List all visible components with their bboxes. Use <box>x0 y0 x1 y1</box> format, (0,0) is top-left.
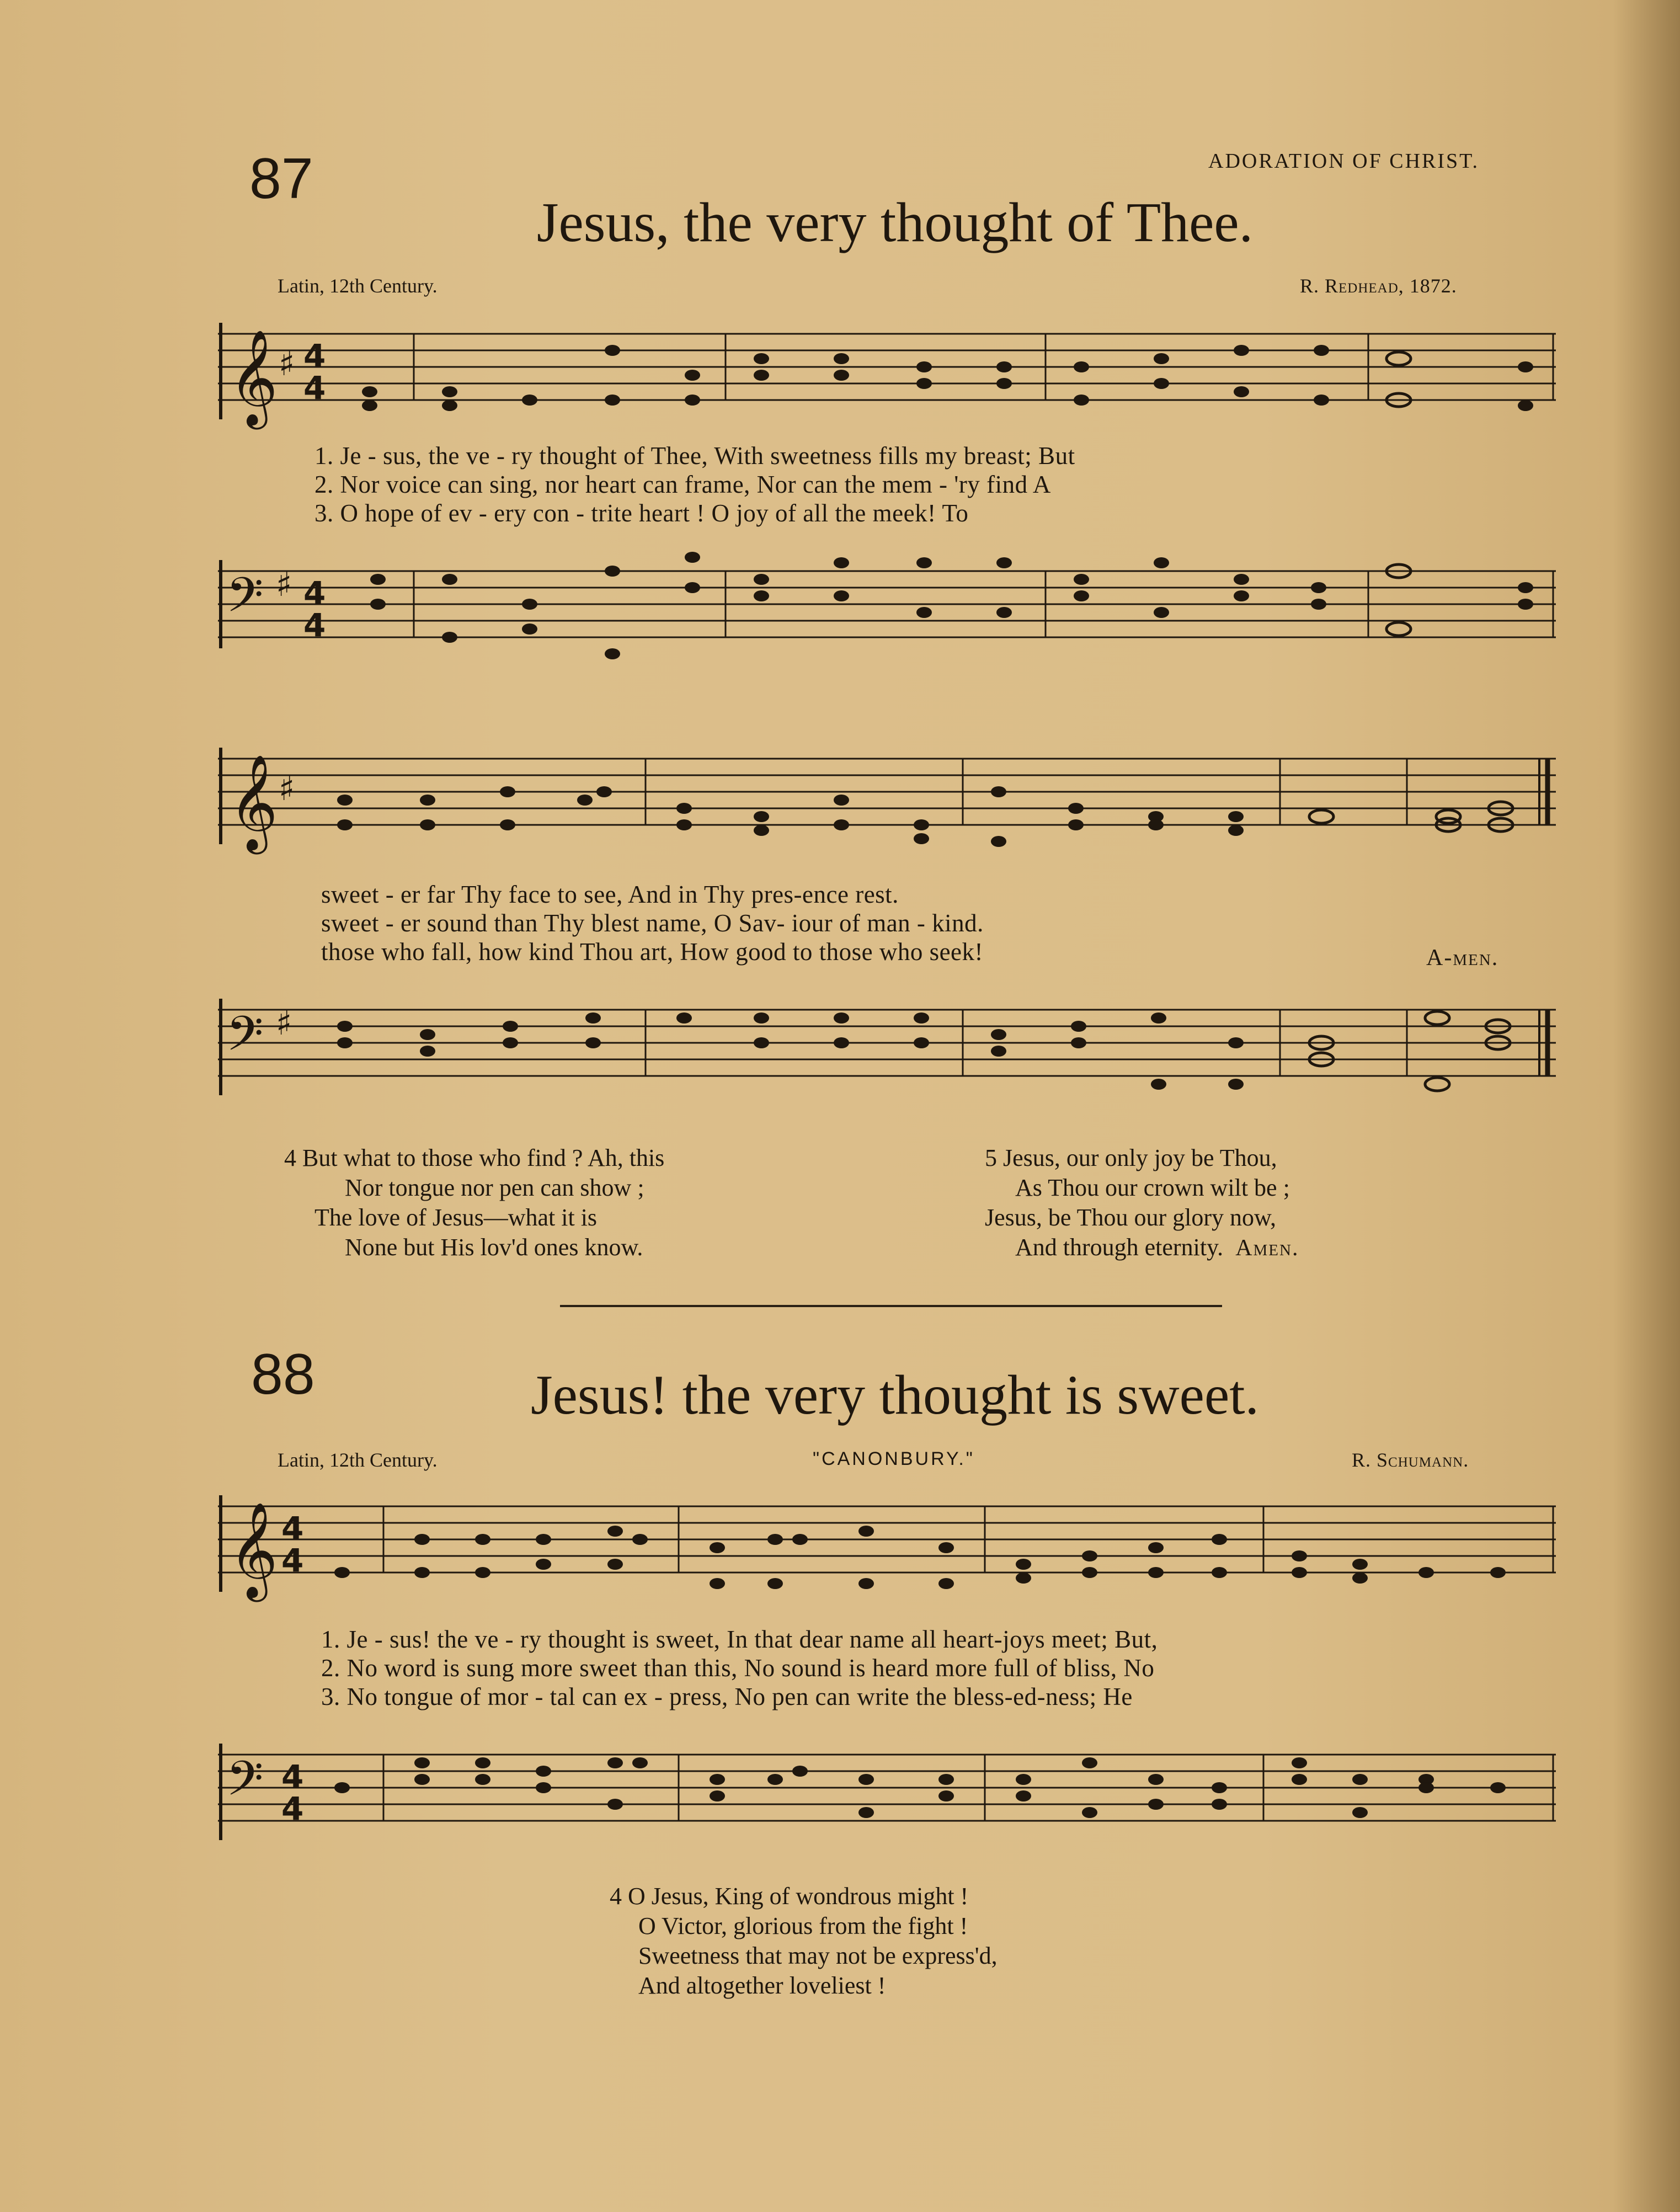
music-credit-text: R. Redhead, 1872. <box>1300 275 1457 297</box>
svg-text:4: 4 <box>281 1542 304 1579</box>
hymn-88-verse-4-line-4: And altogether loveliest ! <box>638 1972 886 1999</box>
hymn-88-tune-name: "CANONBURY." <box>813 1448 975 1469</box>
hymn-87-verse-1-line-2: sweet - er far Thy face to see, And in Thy pres-ence rest. <box>321 881 899 908</box>
svg-text:♯: ♯ <box>276 566 292 604</box>
hymn-87-amen: A-men. <box>1426 945 1499 971</box>
verse-5-line-4 <box>985 1233 1299 1263</box>
hymn-88-verse-3: 3. No tongue of mor - tal can ex - press, No pen can write the bless-ed-ness; He <box>321 1683 1133 1710</box>
svg-text:♯: ♯ <box>276 1004 292 1043</box>
hymn-88-verse-4 <box>610 1881 998 2001</box>
hymn-87-system-2-treble-staff <box>218 748 1556 875</box>
svg-text:4: 4 <box>281 1790 304 1827</box>
hymn-88-verse-4-line-3: Sweetness that may not be express'd, <box>638 1942 998 1969</box>
hymn-87-verse-4 <box>284 1143 664 1262</box>
verse-5-line-4-text: And through eternity. <box>1015 1234 1224 1261</box>
svg-text:4: 4 <box>281 1758 304 1795</box>
verse-4-line-1: 4 But what to those who find ? Ah, this <box>284 1144 665 1171</box>
hymn-87-verse-2-line-1: 2. Nor voice can sing, nor heart can frame, Nor can the mem - 'ry find A <box>314 471 1051 498</box>
hymn-87-title: Jesus, the very thought of Thee. <box>536 191 1254 254</box>
hymn-88-music-credit <box>1352 1448 1469 1472</box>
svg-text:𝄞: 𝄞 <box>229 329 278 425</box>
svg-text:𝄢: 𝄢 <box>226 567 264 635</box>
hymn-87-verse-1-line-1: 1. Je - sus, the ve - ry thought of Thee, With sweetness fills my breast; But <box>314 442 1075 470</box>
svg-text:4: 4 <box>303 337 326 375</box>
svg-text:♯: ♯ <box>279 770 295 808</box>
hymn-87-verse-3-line-1: 3. O hope of ev - ery con - trite heart ! O joy of all the meek! To <box>314 499 969 527</box>
svg-text:4: 4 <box>303 369 326 407</box>
hymn-87-music-credit <box>1300 274 1457 297</box>
svg-text:♯: ♯ <box>279 345 295 383</box>
svg-text:4: 4 <box>303 606 326 644</box>
hymn-87-system-1-treble-staff <box>218 323 1556 425</box>
svg-text:4: 4 <box>303 574 326 612</box>
hymn-88-verse-4-line-2: O Victor, glorious from the fight ! <box>638 1912 968 1939</box>
hymn-88-verse-4-line-1: 4 O Jesus, King of wondrous might ! <box>610 1883 969 1910</box>
section-divider <box>560 1305 1222 1307</box>
verse-5-line-1: 5 Jesus, our only joy be Thou, <box>985 1144 1277 1171</box>
hymn-88-verse-2: 2. No word is sung more sweet than this, No sound is heard more full of bliss, No <box>321 1654 1155 1682</box>
hymn-87-system-1-lyrics <box>314 441 1075 527</box>
svg-text:4: 4 <box>281 1510 304 1547</box>
svg-text:𝄞: 𝄞 <box>229 1502 278 1598</box>
verse-5-amen: Amen. <box>1235 1235 1299 1261</box>
verse-4-line-4: None but His lov'd ones know. <box>345 1234 643 1261</box>
verse-5-line-2: As Thou our crown wilt be ; <box>1015 1174 1290 1201</box>
hymn-number-87: 87 <box>249 147 313 211</box>
hymn-87-verse-3-line-2: those who fall, how kind Thou art, How good to those who seek! <box>321 938 984 966</box>
section-heading: ADORATION OF CHRIST. <box>1208 150 1480 173</box>
hymn-87-system-2-lyrics <box>321 880 984 966</box>
hymn-88-title: Jesus! the very thought is sweet. <box>530 1364 1260 1426</box>
hymn-88-lyrics <box>321 1625 1158 1711</box>
hymn-number-88: 88 <box>251 1342 315 1406</box>
hymn-87-verse-2-line-2: sweet - er sound than Thy blest name, O Sav- iour of man - kind. <box>321 909 984 937</box>
verse-4-line-3: The love of Jesus—what it is <box>314 1204 598 1231</box>
hymn-87-words-credit: Latin, 12th Century. <box>278 275 438 297</box>
svg-text:𝄢: 𝄢 <box>226 1006 264 1073</box>
hymn-88-verse-1: 1. Je - sus! the ve - ry thought is sweet, In that dear name all heart-joys meet; But, <box>321 1625 1158 1653</box>
hymn-88-words-credit: Latin, 12th Century. <box>278 1449 438 1471</box>
hymn-87-verse-5 <box>985 1143 1299 1263</box>
verse-4-line-2: Nor tongue nor pen can show ; <box>345 1174 644 1201</box>
svg-text:𝄞: 𝄞 <box>229 754 278 850</box>
svg-text:𝄢: 𝄢 <box>226 1751 264 1818</box>
verse-5-line-3: Jesus, be Thou our glory now, <box>985 1204 1276 1231</box>
hymn-87-system-2-bass-staff <box>218 999 1556 1126</box>
hymn-87-system-1-bass-staff <box>218 560 1556 698</box>
music-credit-text-88: R. Schumann. <box>1352 1449 1469 1471</box>
hymn-88-bass-staff <box>218 1744 1556 1870</box>
hymn-88-treble-staff <box>218 1495 1556 1622</box>
